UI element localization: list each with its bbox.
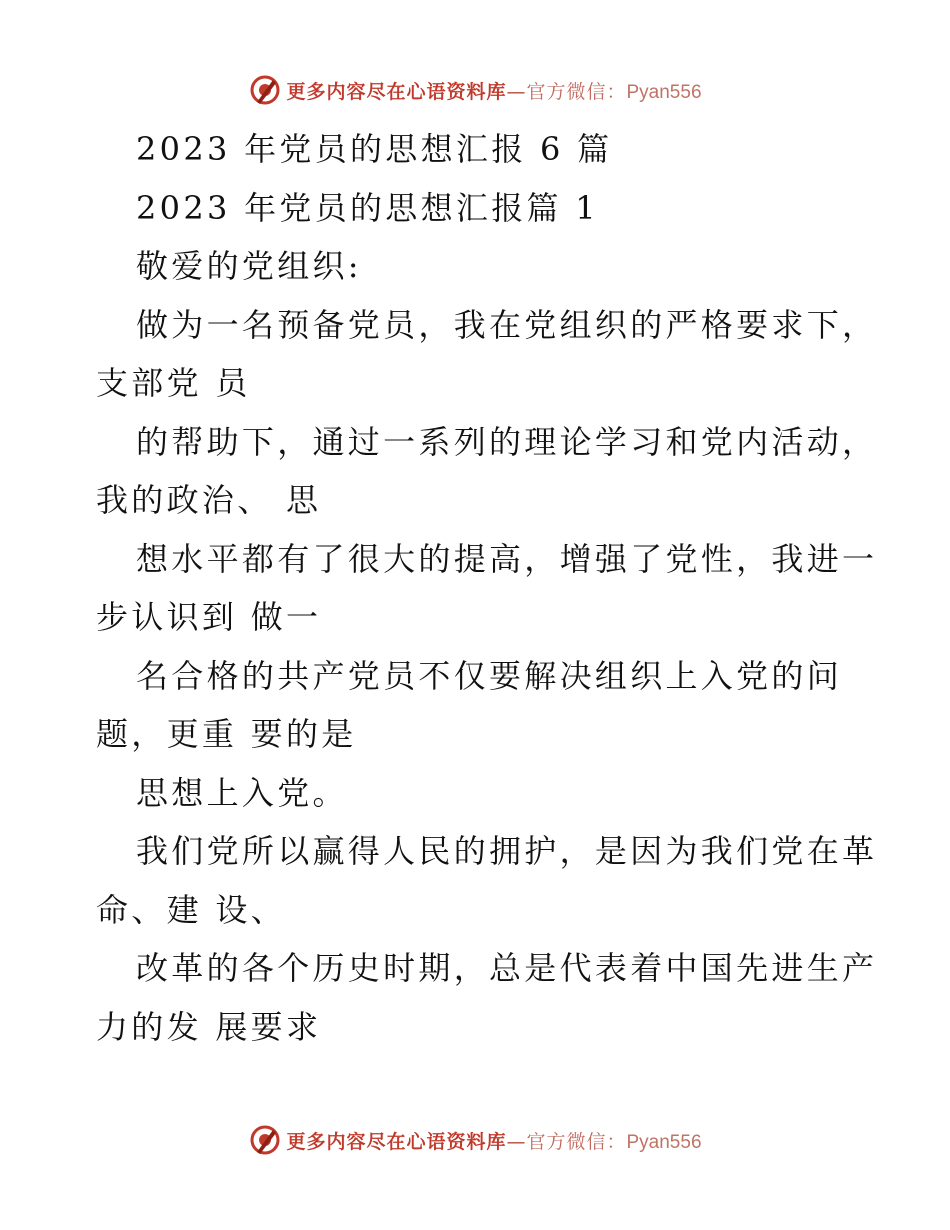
footer-banner-text (286, 1127, 701, 1154)
header-banner-wechat: 官方微信： (526, 80, 627, 103)
doc-line: 我的政治、 思 (96, 481, 322, 519)
pen-logo-icon (248, 1123, 282, 1157)
header-banner-id: Pyan556 (626, 81, 702, 103)
doc-line: 名合格的共产党员不仅要解决组织上入党的问 (136, 656, 843, 695)
footer-banner-wechat: 官方微信： (526, 1130, 627, 1153)
footer-banner (0, 1120, 950, 1160)
doc-line: 改革的各个历史时期，总是代表着中国先进生产 (136, 949, 878, 987)
header-banner-dash: — (506, 80, 527, 103)
footer-banner-lead: 更多内容尽在心语资料库 (286, 1130, 507, 1153)
header-banner (0, 70, 950, 110)
footer-banner-id: Pyan556 (626, 1131, 702, 1153)
doc-line: 的帮助下，通过一系列的理论学习和党内活动， (136, 422, 878, 461)
document-body (96, 120, 878, 1056)
doc-line: 思想上入党。 (136, 773, 348, 812)
doc-line: 题，更重 要的是 (96, 715, 357, 753)
pen-logo-icon (248, 73, 282, 107)
doc-title: 2023 年党员的思想汇报 6 篇 (136, 130, 613, 168)
doc-salutation: 敬爱的党组织: (136, 247, 362, 285)
doc-line: 步认识到 做一 (96, 598, 322, 636)
header-banner-lead: 更多内容尽在心语资料库 (286, 80, 507, 103)
footer-banner-dash: — (506, 1130, 527, 1153)
doc-line: 命、建 设、 (96, 890, 286, 929)
header-banner-text (286, 77, 701, 104)
doc-line: 力的发 展要求 (96, 1007, 322, 1046)
doc-subtitle: 2023 年党员的思想汇报篇 1 (136, 188, 599, 227)
doc-line: 做为一名预备党员，我在党组织的严格要求下， (136, 305, 878, 344)
footer-banner-content (248, 1123, 701, 1157)
header-banner-content (248, 73, 701, 107)
doc-line: 支部党 员 (96, 364, 251, 402)
doc-line: 想水平都有了很大的提高，增强了党性，我进一 (136, 539, 878, 578)
doc-line: 我们党所以赢得人民的拥护，是因为我们党在革 (136, 832, 878, 870)
